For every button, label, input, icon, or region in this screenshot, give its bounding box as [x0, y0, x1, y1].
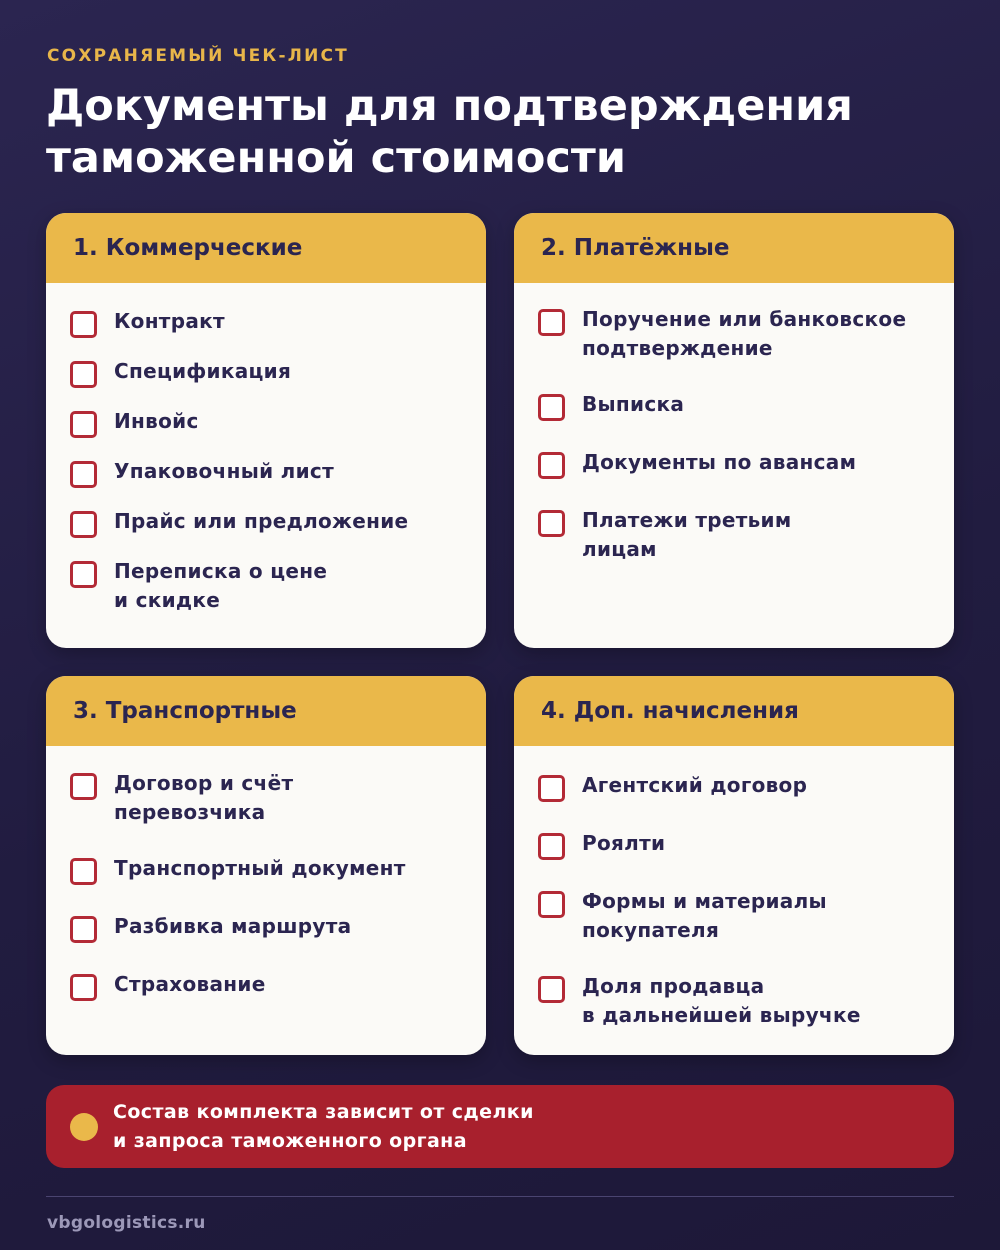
footer-divider: [46, 1196, 954, 1197]
checkbox-icon[interactable]: [70, 858, 97, 885]
checkbox-icon[interactable]: [70, 311, 97, 338]
checkbox-icon[interactable]: [538, 452, 565, 479]
card-title: 3. Транспортные: [46, 676, 486, 746]
card-additional-charges: [514, 676, 954, 1055]
checklist-item-label: Агентский договор: [582, 773, 808, 797]
warning-note: [46, 1085, 954, 1168]
checkbox-icon[interactable]: [70, 411, 97, 438]
checklist-item-label: Страхование: [114, 972, 266, 996]
checklist-item[interactable]: [538, 832, 930, 860]
page-title: Документы для подтверждения таможенной стоимости: [46, 81, 853, 183]
checklist-item[interactable]: [538, 451, 930, 479]
checklist-item[interactable]: [538, 975, 930, 1030]
checkbox-icon[interactable]: [70, 974, 97, 1001]
checklist-item[interactable]: [538, 393, 930, 421]
note-text: Состав комплекта зависит от сделки и запроса таможенного органа: [113, 1100, 534, 1152]
checklist-item-label: Документы по авансам: [582, 450, 857, 474]
checklist-item[interactable]: [70, 460, 462, 488]
checklist-item-label: Формы и материалы покупателя: [582, 889, 827, 942]
checklist-item-label: Инвойс: [114, 409, 199, 433]
checklist-item-label: Поручение или банковское подтверждение: [582, 307, 907, 360]
card-title: 1. Коммерческие: [46, 213, 486, 283]
checkbox-icon[interactable]: [538, 976, 565, 1003]
checkbox-icon[interactable]: [70, 561, 97, 588]
checklist-item-label: Выписка: [582, 392, 685, 416]
checklist-item[interactable]: [538, 890, 930, 945]
card-title: 4. Доп. начисления: [514, 676, 954, 746]
checklist-item[interactable]: [70, 857, 462, 885]
checkbox-icon[interactable]: [538, 394, 565, 421]
checklist-item-label: Договор и счёт перевозчика: [114, 771, 294, 824]
overline-label: СОХРАНЯЕМЫЙ ЧЕК-ЛИСТ: [47, 46, 349, 66]
checklist-item-label: Спецификация: [114, 359, 292, 383]
checkbox-icon[interactable]: [70, 361, 97, 388]
checklist-item-label: Разбивка маршрута: [114, 914, 352, 938]
checklist-item-label: Транспортный документ: [114, 856, 406, 880]
checkbox-icon[interactable]: [538, 891, 565, 918]
checklist-item[interactable]: [70, 772, 462, 827]
checklist-item[interactable]: [538, 308, 930, 363]
checkbox-icon[interactable]: [70, 773, 97, 800]
checklist-item[interactable]: [70, 915, 462, 943]
checklist-item-label: Упаковочный лист: [114, 459, 334, 483]
checklist-item-label: Доля продавца в дальнейшей выручке: [582, 974, 861, 1027]
checklist-item[interactable]: [70, 310, 462, 338]
card-payment: [514, 213, 954, 648]
checkbox-icon[interactable]: [70, 511, 97, 538]
checklist-item-label: Роялти: [582, 831, 666, 855]
checkbox-icon[interactable]: [538, 775, 565, 802]
checkbox-icon[interactable]: [538, 510, 565, 537]
checklist-item-label: Переписка о цене и скидке: [114, 559, 328, 612]
checklist-item[interactable]: [70, 510, 462, 538]
checklist-item[interactable]: [70, 560, 462, 615]
checklist-item[interactable]: [70, 410, 462, 438]
checkbox-icon[interactable]: [538, 309, 565, 336]
checklist-item[interactable]: [70, 973, 462, 1001]
checkbox-icon[interactable]: [538, 833, 565, 860]
checklist-item[interactable]: [70, 360, 462, 388]
card-title: 2. Платёжные: [514, 213, 954, 283]
checklist-item-label: Контракт: [114, 309, 225, 333]
checklist-item-label: Прайс или предложение: [114, 509, 409, 533]
footer-site-link[interactable]: vbgologistics.ru: [47, 1213, 206, 1233]
checklist-item-label: Платежи третьим лицам: [582, 508, 792, 561]
checklist-item[interactable]: [538, 774, 930, 802]
checkbox-icon[interactable]: [70, 916, 97, 943]
card-transport: [46, 676, 486, 1055]
checklist-item[interactable]: [538, 509, 930, 564]
dot-icon: [70, 1113, 98, 1141]
card-commercial: [46, 213, 486, 648]
checkbox-icon[interactable]: [70, 461, 97, 488]
